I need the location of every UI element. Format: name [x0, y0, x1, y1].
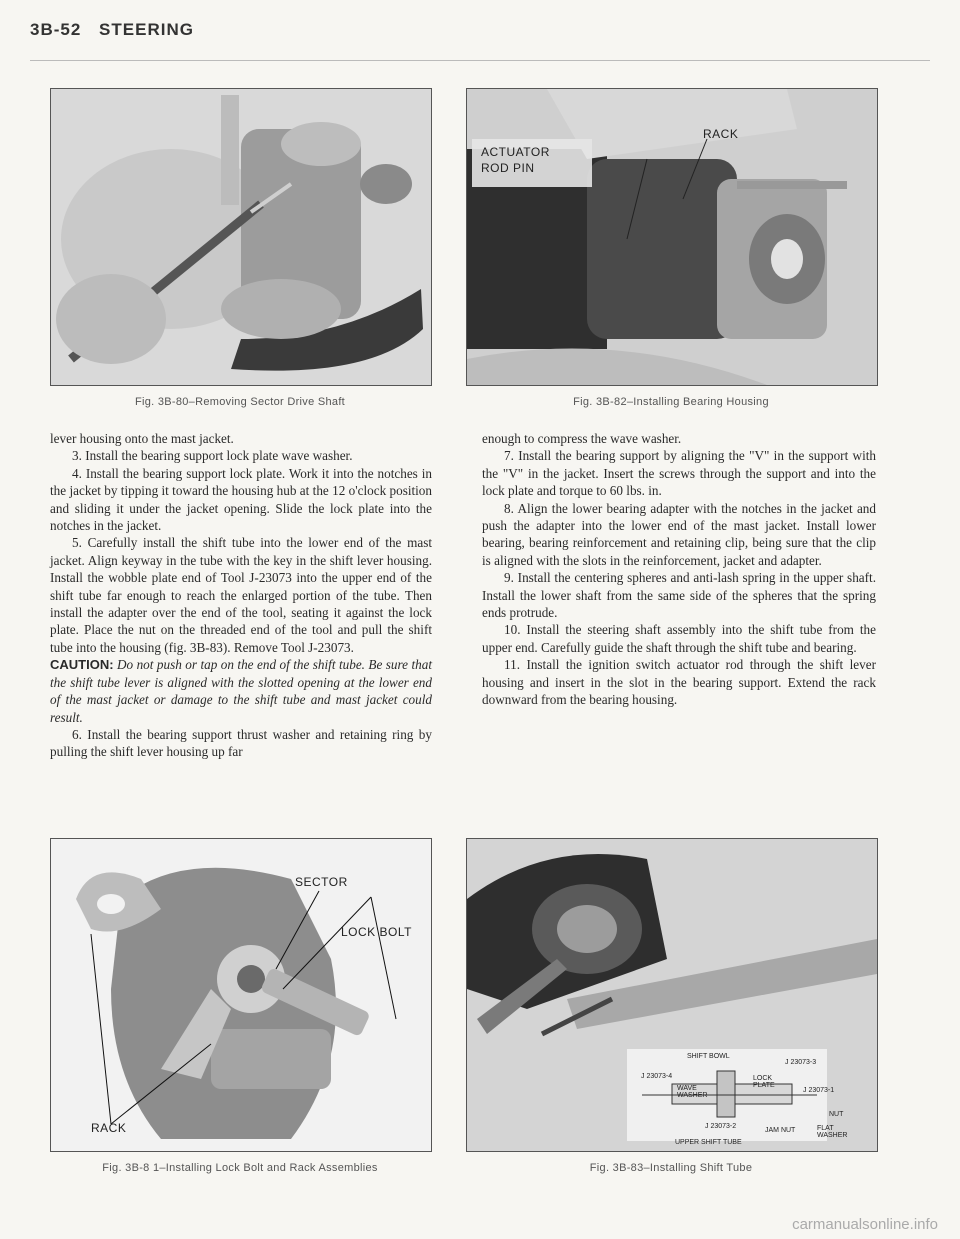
lock-plate-label: LOCK PLATE: [753, 1075, 775, 1089]
left-text-column: [50, 430, 432, 761]
shift-bowl-label: SHIFT BOWL: [687, 1053, 730, 1060]
upper-shift-tube-label: UPPER SHIFT TUBE: [675, 1139, 742, 1146]
watermark-text: carmanualsonline.info: [792, 1216, 938, 1233]
step-4: 4. Install the bearing support lock plate. Work it into the notches in the jacket by tipping it toward the housing hub at the 12 o'clock position and sliding it under the jacket opening. Slide the lock plate into the notches in the jacket.: [50, 465, 432, 534]
step-10: 10. Install the steering shaft assembly into the shift tube from the upper end. Carefully guide the shaft through the shift tube and bearing.: [482, 622, 876, 655]
rack-label: RACK: [91, 1121, 127, 1135]
lock-bolt-label: LOCK BOLT: [341, 925, 412, 939]
section-number: 3B-52: [30, 20, 82, 39]
bearing-housing-photo: [467, 89, 877, 385]
figure-3b-80-caption: Fig. 3B-80–Removing Sector Drive Shaft: [134, 396, 346, 408]
jam-nut-label: JAM NUT: [765, 1127, 796, 1134]
nut-label: NUT: [829, 1111, 844, 1118]
step-9: 9. Install the centering spheres and anti-lash spring in the upper shaft. Install the lower shaft from the same side of the spheres that the spring ends protrude.: [482, 570, 876, 621]
step-7: 7. Install the bearing support by aligning the "V" in the support with the "V" in the jacket. Insert the screws through the support and into the lock plate and torque to 60 lbs. in.: [482, 448, 876, 499]
header-rule: [30, 60, 930, 61]
step-6: 6. Install the bearing support thrust washer and retaining ring by pulling the shift lever housing up far: [50, 726, 432, 760]
actuator-label-line1: ACTUATOR: [481, 145, 550, 159]
caution-body: Do not push or tap on the end of the shift tube. Be sure that the shift tube lever is aligned with the slotted opening at the lower end of the mast jacket or damage to the shift tube and mast jacket could result.: [50, 657, 432, 725]
sector-label: SECTOR: [295, 875, 348, 889]
right-text-column: [482, 430, 876, 709]
paragraph: enough to compress the wave washer.: [482, 431, 682, 446]
step-8: 8. Align the lower bearing adapter with the notches in the jacket and push the adapter into the lower end of the mast jacket. Install lower bearing, bearing reinforcement and retaining clip, being sure that the clip is aligned with the slots in the reinforcement, jacket and adapter.: [482, 500, 876, 568]
figure-3b-81-photo: [50, 838, 432, 1152]
figure-3b-82-caption: Fig. 3B-82–Installing Bearing Housing: [573, 396, 769, 408]
sector-drive-shaft-photo: [51, 89, 431, 385]
caution-note: [50, 656, 432, 726]
paragraph: lever housing onto the mast jacket.: [50, 431, 234, 446]
step-11: 11. Install the ignition switch actuator rod through the shift lever housing and insert in the slot in the bearing support. Extend the rack downward from the bearing housing.: [482, 657, 876, 708]
lock-bolt-rack-photo: [51, 839, 431, 1151]
step-3: 3. Install the bearing support lock plate wave washer.: [72, 448, 353, 464]
figure-3b-83-photo: [466, 838, 878, 1152]
j-23073-2-label: J 23073-2: [705, 1123, 737, 1130]
j-23073-4-label: J 23073-4: [641, 1073, 673, 1080]
shift-tube-photo: [467, 839, 877, 1151]
step-5: 5. Carefully install the shift tube into the lower end of the mast jacket. Align keyway in the tube with the key in the shift lever housing. Install the wobble plate end of Tool J-23073 into the upper end of the shift tube far enough to reach the enlarged portion of the tube. Then install the adapter over the end of the tool, seating it against the lock plate. Place the nut on the threaded end of the tool and pull the shift tube into the housing (fig. 3B-83). Remove Tool J-23073.: [50, 535, 432, 655]
wave-washer-label: WAVE WASHER: [677, 1085, 708, 1099]
j-23073-3-label: J 23073-3: [785, 1059, 817, 1066]
figure-3b-82-photo: [466, 88, 878, 386]
caution-title: CAUTION:: [50, 657, 114, 673]
flat-washer-label: FLAT WASHER: [817, 1125, 848, 1139]
figure-3b-81-caption: Fig. 3B-8 1–Installing Lock Bolt and Rack Assemblies: [102, 1162, 378, 1174]
rack-label: RACK: [703, 127, 739, 141]
figure-3b-83-caption: Fig. 3B-83–Installing Shift Tube: [589, 1162, 753, 1174]
actuator-label-line2: ROD PIN: [481, 161, 535, 175]
page-header: [30, 20, 194, 40]
section-title: STEERING: [99, 20, 194, 39]
j-23073-1-label: J 23073-1: [803, 1087, 835, 1094]
figure-3b-80-photo: [50, 88, 432, 386]
